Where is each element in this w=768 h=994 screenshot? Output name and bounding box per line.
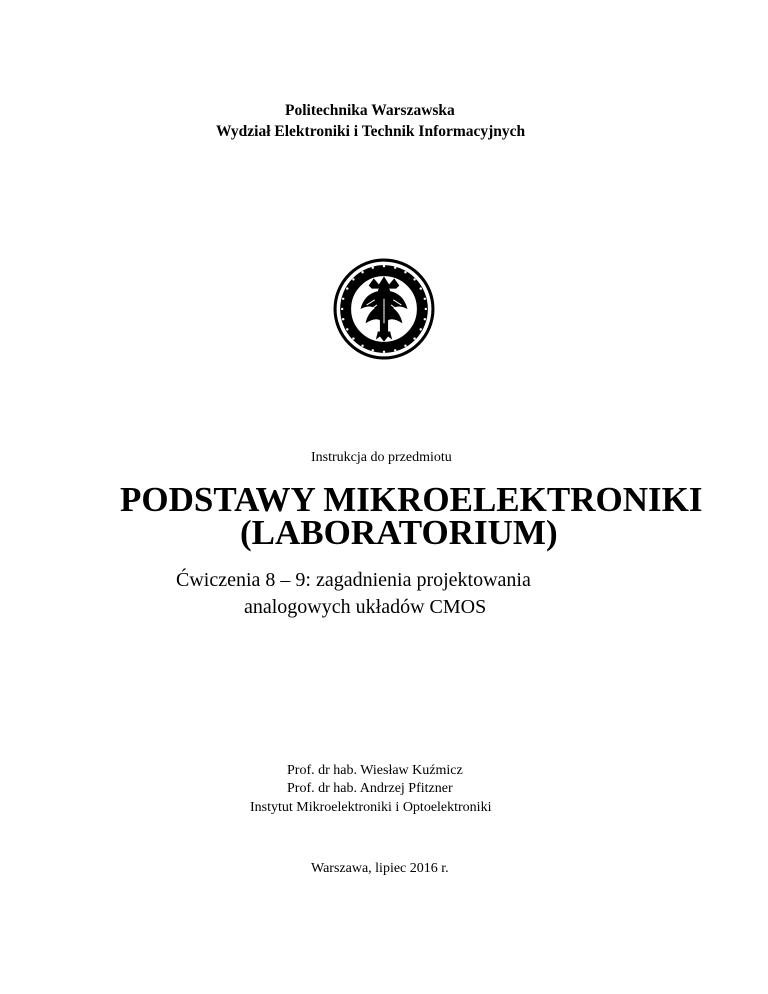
faculty-name: Wydział Elektroniki i Technik Informacyjnych	[216, 123, 526, 140]
university-seal-eagle-icon	[333, 258, 435, 360]
exercise-title-line-2: analogowych układów CMOS	[244, 596, 487, 618]
course-title-line-1: PODSTAWY MIKROELEKTRONIKI	[120, 480, 703, 519]
course-intro: Instrukcja do przedmiotu	[311, 450, 452, 465]
place-date: Warszawa, lipiec 2016 r.	[311, 861, 449, 876]
author-2: Prof. dr hab. Andrzej Pfitzner	[287, 781, 453, 796]
institute-name: Instytut Mikroelektroniki i Optoelektroniki	[250, 800, 492, 815]
course-title-line-2: (LABORATORIUM)	[240, 513, 558, 552]
university-name: Politechnika Warszawska	[285, 102, 455, 119]
author-1: Prof. dr hab. Wiesław Kuźmicz	[287, 763, 463, 778]
exercise-title-line-1: Ćwiczenia 8 – 9: zagadnienia projektowania	[176, 569, 531, 591]
